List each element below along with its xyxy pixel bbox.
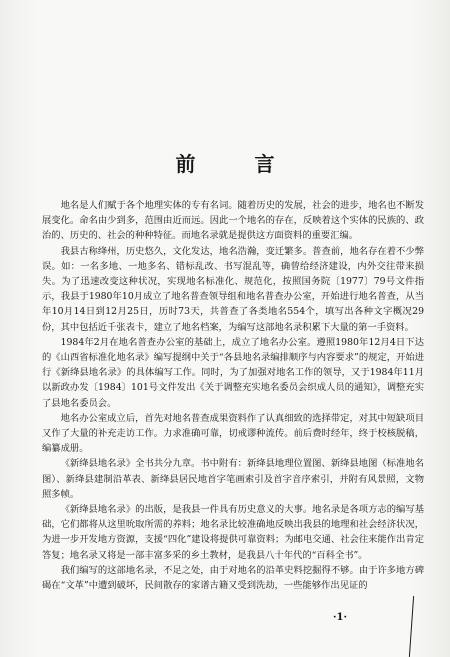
paragraph: 我县古称绛州，历史悠久，文化发达，地名浩瀚，变迁繁多。普查前，地名存在着不少弊误。如：一名多地、一地多名、错标乱改、书写混乱等，确曾给经济建设，内外交往带来损失。为了迅速改变这种状况，实现地名标准化、规范化，按照国务院〔1977〕79号文件指示，我县于1980年10月成立了地名普查领导组和地名普查办公室，开始进行地名普查，从当年10月14日到12月25日，历时73天，共普查了各类地名554个，填写出各种文字概况29份，其中包括近千张表卡，建立了地名档案，为编写这部地名录积累下大量的第一手资料。 bbox=[42, 245, 424, 333]
body-text bbox=[42, 198, 424, 593]
paragraph: 《新绛县地名录》的出版，是我县一件具有历史意义的大事。地名录是各项方志的编写基础，它们都将从这里吮取所需的养料；地名录比较准确地反映出我县的地理和社会经济状况，为进一步开发地方资源，支援“四化”建设将提供可靠资料；为邮电交通、社会往来能作出肯定答复；地名录又将是一部丰富多采的乡土教材，是我县八十年代的“百科全书”。 bbox=[42, 504, 424, 561]
paragraph: 地名办公室成立后，首先对地名普查成果资料作了认真细致的选择带定，对其中短缺项目又作了大量的补充走访工作。力求准确可靠，切戒谬种流传。前后费时经年，终于校核脱稿，编纂成册。 bbox=[42, 412, 424, 455]
paragraph: 1984年2月在地名普查办公室的基础上，成立了地名办公室。遵照1980年12月4日下达的《山西省标准化地名录》编写提纲中关于“各县地名录编排顺序与内容要求”的规定，开始进行《新绛县地名录》的具体编写工作。同时，为了加强对地名工作的领导，又于1984年11月以新政办发〔1984〕101号文件发出《关于调整充实地名委员会织成人员的通知》，调整充实了县地名委员会。 bbox=[42, 336, 424, 409]
paragraph: 我们编写的这部地名录，不足之处，由于对地名的沿革史料挖掘得不够。由于许多地方碑碣在“文革”中遭到破坏，民间散存的家谱古籍又受到洗劫，一些能够作出见证的 bbox=[42, 564, 424, 592]
page-number: ·1· bbox=[333, 612, 347, 623]
pen-mark bbox=[409, 596, 414, 657]
paragraph: 《新绛县地名录》全书共分九章。书中附有：新绛县地理位置图、新绛县地图（标准地名图）、新绛县建制沿革表、新绛县居民地首字笔画索引及首字音序索引，并附有风景照，文物照多帧。 bbox=[42, 458, 424, 500]
page-title: 前 言 bbox=[175, 152, 301, 176]
paragraph: 地名是人们赋于各个地理实体的专有名词。随着历史的发展，社会的进步，地名也不断发展变化。命名由少到多，范围由近而远。因此一个地名的存在，反映着这个实体的民族的、政治的、历史的、社会的种种特征。而地名录就是提供这方面资料的重要汇编。 bbox=[42, 200, 424, 242]
